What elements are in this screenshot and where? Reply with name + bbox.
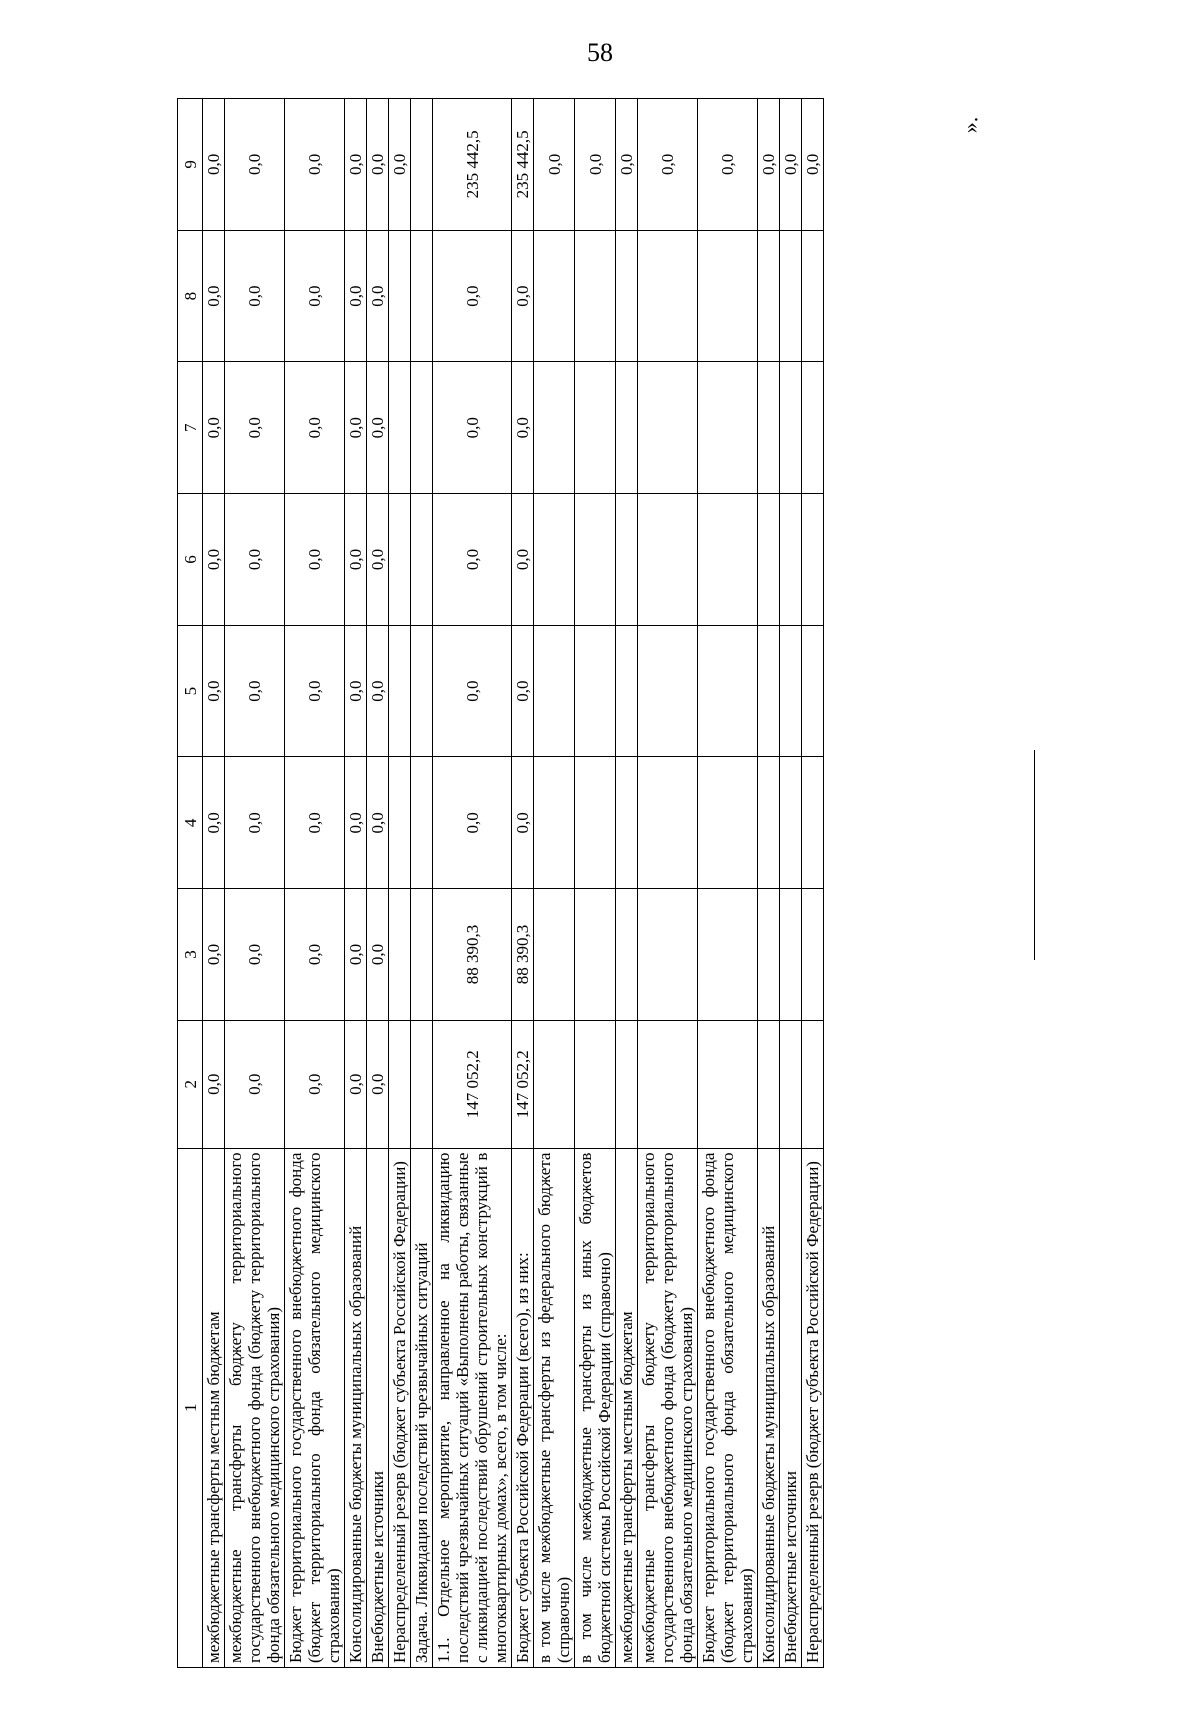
value-cell: 0,0: [367, 230, 389, 362]
budget-table: [177, 98, 824, 1668]
value-cell: [802, 230, 824, 362]
value-cell: 0,0: [345, 494, 367, 626]
table-row: [802, 99, 824, 1668]
value-cell: [534, 889, 575, 1021]
value-cell: [802, 757, 824, 889]
value-cell: [575, 1020, 616, 1148]
value-cell: 0,0: [433, 494, 512, 626]
value-cell: [616, 494, 638, 626]
value-cell: [802, 1020, 824, 1148]
value-cell: [758, 230, 780, 362]
value-cell: 88 390,3: [433, 889, 512, 1021]
value-cell: [780, 1020, 802, 1148]
value-cell: [616, 1020, 638, 1148]
value-cell: 0,0: [203, 99, 225, 231]
table-row: [575, 99, 616, 1668]
table-row: [758, 99, 780, 1668]
value-cell: 0,0: [433, 230, 512, 362]
value-cell: [616, 230, 638, 362]
header-row: [178, 99, 203, 1668]
value-cell: 0,0: [389, 99, 411, 231]
value-cell: [780, 625, 802, 757]
value-cell: [758, 625, 780, 757]
value-cell: [780, 494, 802, 626]
value-cell: 0,0: [367, 889, 389, 1021]
value-cell: [802, 625, 824, 757]
value-cell: 0,0: [225, 889, 285, 1021]
table-row: [411, 99, 433, 1668]
value-cell: [575, 362, 616, 494]
value-cell: [780, 362, 802, 494]
value-cell: [758, 362, 780, 494]
value-cell: [616, 757, 638, 889]
value-cell: [534, 362, 575, 494]
value-cell: [638, 625, 698, 757]
value-cell: [616, 889, 638, 1021]
value-cell: [389, 889, 411, 1021]
value-cell: [758, 757, 780, 889]
value-cell: 0,0: [285, 757, 345, 889]
closing-quote: ».: [957, 116, 983, 134]
value-cell: 0,0: [285, 494, 345, 626]
row-label: межбюджетные трансферты бюджету территориального государственного внебюджетного фонда (бюджету территориального фонда обязательного медицинского страхования): [638, 1148, 698, 1667]
value-cell: [698, 625, 758, 757]
value-cell: 0,0: [203, 757, 225, 889]
value-cell: 0,0: [345, 889, 367, 1021]
value-cell: 0,0: [225, 230, 285, 362]
row-label: Нераспределенный резерв (бюджет субъекта Российской Федерации): [802, 1148, 824, 1667]
page-number: 58: [587, 38, 613, 67]
value-cell: [698, 494, 758, 626]
value-cell: [802, 889, 824, 1021]
value-cell: [638, 757, 698, 889]
value-cell: [411, 625, 433, 757]
row-label: Внебюджетные источники: [367, 1148, 389, 1667]
table-row: [512, 99, 534, 1668]
value-cell: 0,0: [203, 889, 225, 1021]
value-cell: [575, 230, 616, 362]
separator-line: [1034, 750, 1035, 960]
value-cell: 0,0: [367, 625, 389, 757]
value-cell: [534, 1020, 575, 1148]
value-cell: [638, 889, 698, 1021]
table-row: [534, 99, 575, 1668]
value-cell: [389, 362, 411, 494]
value-cell: [698, 1020, 758, 1148]
value-cell: [411, 362, 433, 494]
row-label: Нераспределенный резерв (бюджет субъекта Российской Федерации): [389, 1148, 411, 1667]
value-cell: 0,0: [433, 625, 512, 757]
value-cell: 147 052,2: [433, 1020, 512, 1148]
table-row: [225, 99, 285, 1668]
value-cell: 0,0: [433, 362, 512, 494]
value-cell: [698, 362, 758, 494]
value-cell: 0,0: [285, 889, 345, 1021]
value-cell: 0,0: [367, 1020, 389, 1148]
value-cell: 0,0: [345, 625, 367, 757]
value-cell: [780, 889, 802, 1021]
value-cell: 0,0: [512, 757, 534, 889]
value-cell: [534, 494, 575, 626]
value-cell: [638, 230, 698, 362]
column-header: 3: [178, 889, 203, 1021]
value-cell: 235 442,5: [433, 99, 512, 231]
row-label: Консолидированные бюджеты муниципальных образований: [345, 1148, 367, 1667]
column-header: 2: [178, 1020, 203, 1148]
value-cell: 0,0: [225, 362, 285, 494]
row-label: Бюджет субъекта Российской Федерации (всего), из них:: [512, 1148, 534, 1667]
table-row: [638, 99, 698, 1668]
value-cell: 0,0: [203, 362, 225, 494]
value-cell: [575, 889, 616, 1021]
value-cell: 0,0: [203, 1020, 225, 1148]
row-label: межбюджетные трансферты бюджету территориального государственного внебюджетного фонда (бюджету территориального фонда обязательного медицинского страхования): [225, 1148, 285, 1667]
table-row: [345, 99, 367, 1668]
value-cell: [411, 1020, 433, 1148]
value-cell: 0,0: [203, 230, 225, 362]
value-cell: [698, 889, 758, 1021]
value-cell: [758, 1020, 780, 1148]
value-cell: [638, 494, 698, 626]
value-cell: [389, 494, 411, 626]
value-cell: [780, 757, 802, 889]
value-cell: [575, 625, 616, 757]
value-cell: [411, 99, 433, 231]
value-cell: 0,0: [345, 757, 367, 889]
value-cell: [758, 889, 780, 1021]
value-cell: [575, 494, 616, 626]
value-cell: 147 052,2: [512, 1020, 534, 1148]
budget-table-rotated: [177, 98, 939, 1668]
value-cell: 0,0: [512, 230, 534, 362]
value-cell: [802, 362, 824, 494]
value-cell: 0,0: [345, 99, 367, 231]
value-cell: [411, 230, 433, 362]
value-cell: [758, 494, 780, 626]
value-cell: 0,0: [512, 362, 534, 494]
value-cell: 0,0: [616, 99, 638, 231]
value-cell: 0,0: [367, 757, 389, 889]
value-cell: [698, 230, 758, 362]
value-cell: 0,0: [780, 99, 802, 231]
table-row: [698, 99, 758, 1668]
value-cell: 0,0: [203, 494, 225, 626]
value-cell: [638, 1020, 698, 1148]
value-cell: [638, 362, 698, 494]
value-cell: [616, 625, 638, 757]
value-cell: 0,0: [802, 99, 824, 231]
value-cell: 0,0: [285, 362, 345, 494]
column-header: 7: [178, 362, 203, 494]
table-row: [203, 99, 225, 1668]
value-cell: [534, 625, 575, 757]
column-header: 9: [178, 99, 203, 231]
row-label: Консолидированные бюджеты муниципальных образований: [758, 1148, 780, 1667]
column-header: 1: [178, 1148, 203, 1667]
value-cell: 0,0: [638, 99, 698, 231]
value-cell: 0,0: [225, 757, 285, 889]
value-cell: [411, 757, 433, 889]
value-cell: 0,0: [433, 757, 512, 889]
value-cell: 0,0: [225, 1020, 285, 1148]
value-cell: [389, 757, 411, 889]
row-label: в том числе межбюджетные трансферты из иных бюджетов бюджетной системы Российской Федерации (справочно): [575, 1148, 616, 1667]
value-cell: 0,0: [534, 99, 575, 231]
value-cell: [780, 230, 802, 362]
table-row: [780, 99, 802, 1668]
value-cell: 0,0: [285, 1020, 345, 1148]
value-cell: 0,0: [225, 99, 285, 231]
row-label: 1.1. Отдельное мероприятие, направленное на ликвидацию последствий чрезвычайных ситуаций «Выполнены работы, связанные с ликвидацией последствий обрушений строительных конструкций в многоквартирных домах», всего, в том числе:: [433, 1148, 512, 1667]
row-label: межбюджетные трансферты местным бюджетам: [616, 1148, 638, 1667]
value-cell: [411, 889, 433, 1021]
value-cell: 0,0: [345, 1020, 367, 1148]
row-label: межбюджетные трансферты местным бюджетам: [203, 1148, 225, 1667]
value-cell: 0,0: [758, 99, 780, 231]
value-cell: 235 442,5: [512, 99, 534, 231]
value-cell: [534, 757, 575, 889]
column-header: 6: [178, 494, 203, 626]
column-header: 8: [178, 230, 203, 362]
value-cell: 0,0: [285, 230, 345, 362]
value-cell: [575, 757, 616, 889]
value-cell: 0,0: [512, 494, 534, 626]
value-cell: [616, 362, 638, 494]
value-cell: 0,0: [575, 99, 616, 231]
value-cell: 0,0: [285, 99, 345, 231]
table-row: [285, 99, 345, 1668]
row-label: Бюджет территориального государственного внебюджетного фонда (бюджет территориального фонда обязательного медицинского страхования): [698, 1148, 758, 1667]
value-cell: 0,0: [512, 625, 534, 757]
value-cell: 88 390,3: [512, 889, 534, 1021]
value-cell: 0,0: [367, 494, 389, 626]
table-row: [389, 99, 411, 1668]
column-header: 5: [178, 625, 203, 757]
value-cell: 0,0: [225, 494, 285, 626]
column-header: 4: [178, 757, 203, 889]
value-cell: [389, 230, 411, 362]
row-label: в том числе межбюджетные трансферты из федерального бюджета (справочно): [534, 1148, 575, 1667]
value-cell: [698, 757, 758, 889]
value-cell: [389, 625, 411, 757]
value-cell: 0,0: [345, 362, 367, 494]
table-row: [367, 99, 389, 1668]
table-row: [433, 99, 512, 1668]
value-cell: 0,0: [698, 99, 758, 231]
value-cell: 0,0: [285, 625, 345, 757]
value-cell: [802, 494, 824, 626]
value-cell: [534, 230, 575, 362]
value-cell: 0,0: [345, 230, 367, 362]
value-cell: 0,0: [203, 625, 225, 757]
row-label: Задача. Ликвидация последствий чрезвычайных ситуаций: [411, 1148, 433, 1667]
row-label: Бюджет территориального государственного внебюджетного фонда (бюджет территориального фонда обязательного медицинского страхования): [285, 1148, 345, 1667]
value-cell: 0,0: [367, 362, 389, 494]
row-label: Внебюджетные источники: [780, 1148, 802, 1667]
value-cell: 0,0: [367, 99, 389, 231]
value-cell: [389, 1020, 411, 1148]
value-cell: [411, 494, 433, 626]
value-cell: 0,0: [225, 625, 285, 757]
table-row: [616, 99, 638, 1668]
